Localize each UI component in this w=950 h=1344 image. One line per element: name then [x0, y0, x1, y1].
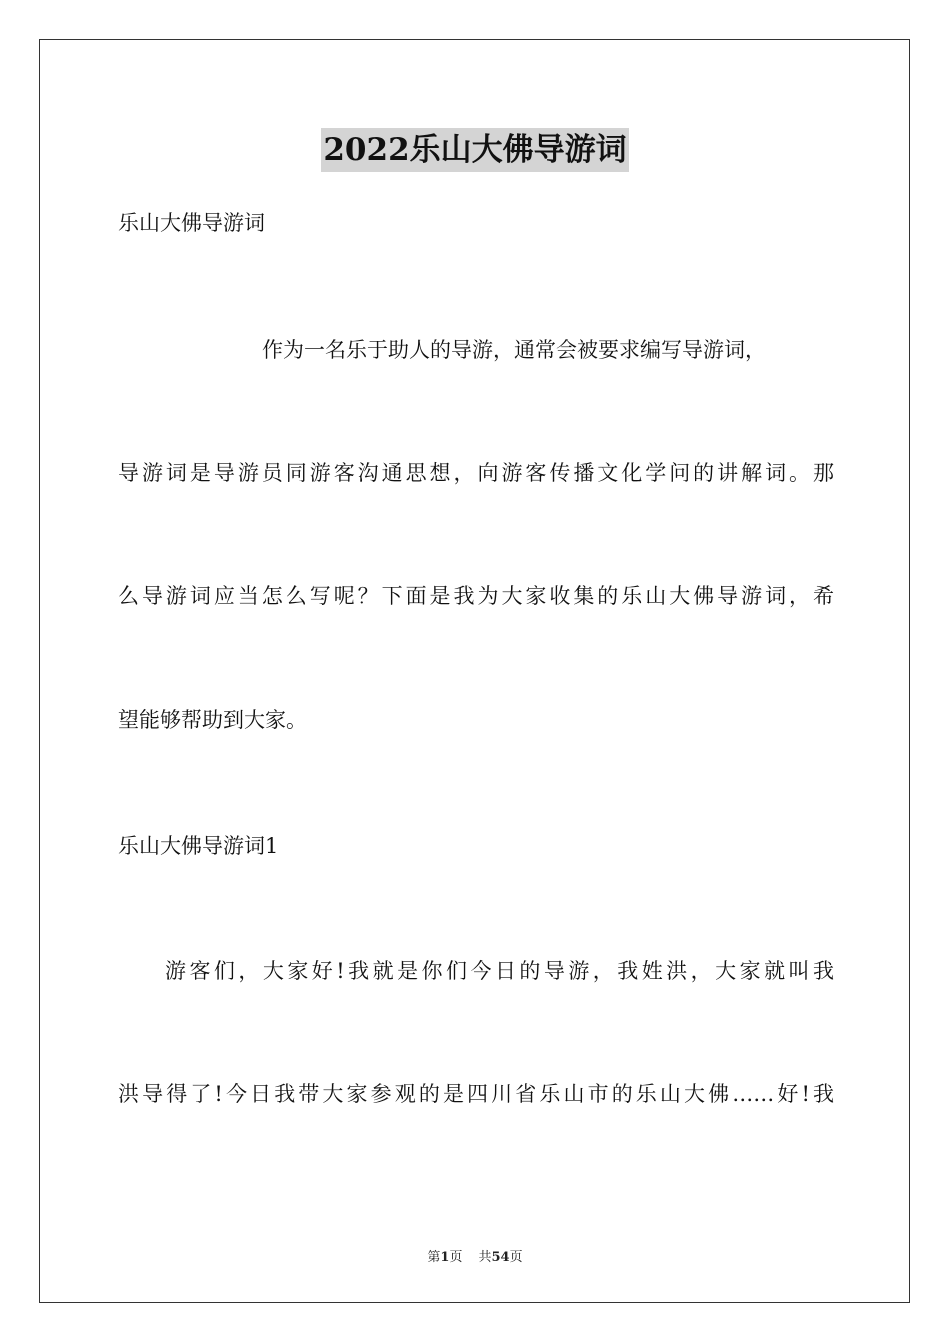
footer-total-pages: 54: [491, 1250, 510, 1265]
footer-page-prefix: 第: [427, 1250, 441, 1265]
document-title-text: 2022乐山大佛导游词: [321, 128, 628, 172]
intro-line-4: 望能够帮助到大家。: [118, 708, 307, 732]
intro-line-1: 作为一名乐于助人的导游，通常会被要求编写导游词，: [262, 338, 766, 362]
document-subtitle: 乐山大佛导游词: [118, 211, 265, 235]
intro-line-2: 导游词是导游员同游客沟通思想，向游客传播文化学问的讲解词。那: [118, 461, 834, 485]
footer-total-suffix: 页: [509, 1250, 523, 1265]
section-heading: 乐山大佛导游词1: [118, 834, 279, 858]
section-line-2: 洪导得了!今日我带大家参观的是四川省乐山市的乐山大佛……好!我: [118, 1082, 834, 1106]
footer-page-number: 1: [440, 1250, 450, 1265]
page-footer: [0, 1249, 950, 1267]
document-title: [0, 128, 950, 172]
section-line-1: 游客们，大家好!我就是你们今日的导游，我姓洪，大家就叫我: [165, 959, 834, 983]
intro-line-3: 么导游词应当怎么写呢？下面是我为大家收集的乐山大佛导游词，希: [118, 584, 834, 608]
footer-page-suffix: 页: [449, 1250, 463, 1265]
footer-total-prefix: 共: [478, 1250, 492, 1265]
